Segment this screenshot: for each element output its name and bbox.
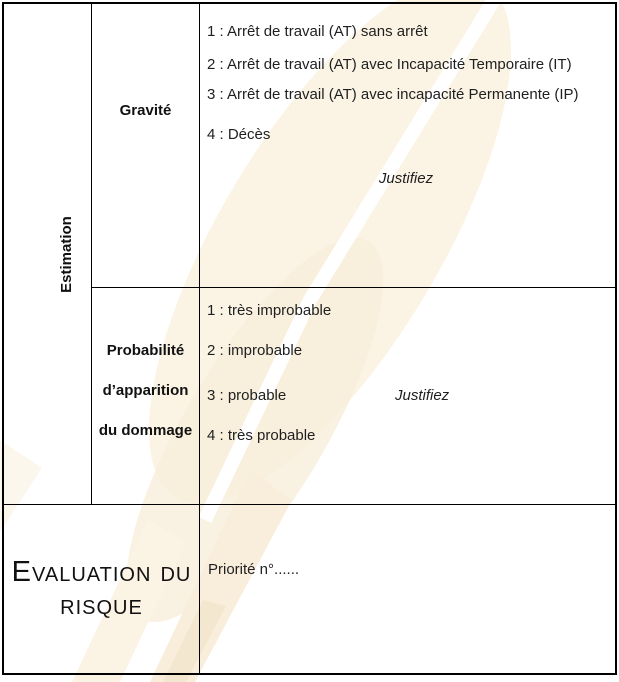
risk-estimation-table: [2, 2, 617, 675]
probability-item-1: 1 : très improbable: [207, 302, 332, 319]
priority-label: Priorité n°......: [208, 561, 300, 578]
gravity-justify-note: Justifiez: [378, 170, 434, 187]
probability-justify-note: Justifiez: [395, 387, 450, 404]
gravity-header: Gravité: [119, 102, 172, 119]
gravity-item-2: 2 : Arrêt de travail (AT) avec Incapacité Temporaire (IT): [207, 56, 572, 73]
gravity-header-cell: [92, 4, 200, 288]
probability-items-cell: [200, 288, 615, 505]
gravity-note-row: [207, 169, 605, 188]
gravity-item-3: 3 : Arrêt de travail (AT) avec incapacité Permanente (IP): [207, 86, 579, 103]
estimation-label: Estimation: [58, 215, 75, 293]
probability-item-4: 4 : très probable: [207, 427, 316, 444]
gravity-items-cell: [200, 4, 615, 288]
evaluation-cell: [4, 505, 200, 673]
gravity-item-1: 1 : Arrêt de travail (AT) sans arrêt: [207, 23, 428, 40]
probability-item-2: 2 : improbable: [207, 342, 303, 359]
gravity-item-4: 4 : Décès: [207, 126, 271, 143]
evaluation-header: Evaluation du risque: [11, 556, 192, 621]
probability-header-cell: [92, 288, 200, 505]
estimation-cell: [4, 4, 92, 505]
probability-header: Probabilité d’apparition du dommage: [98, 342, 193, 439]
probability-item-3-label: 3 : probable: [207, 387, 287, 404]
probability-item-3: [207, 386, 605, 405]
priority-cell: [200, 505, 615, 673]
